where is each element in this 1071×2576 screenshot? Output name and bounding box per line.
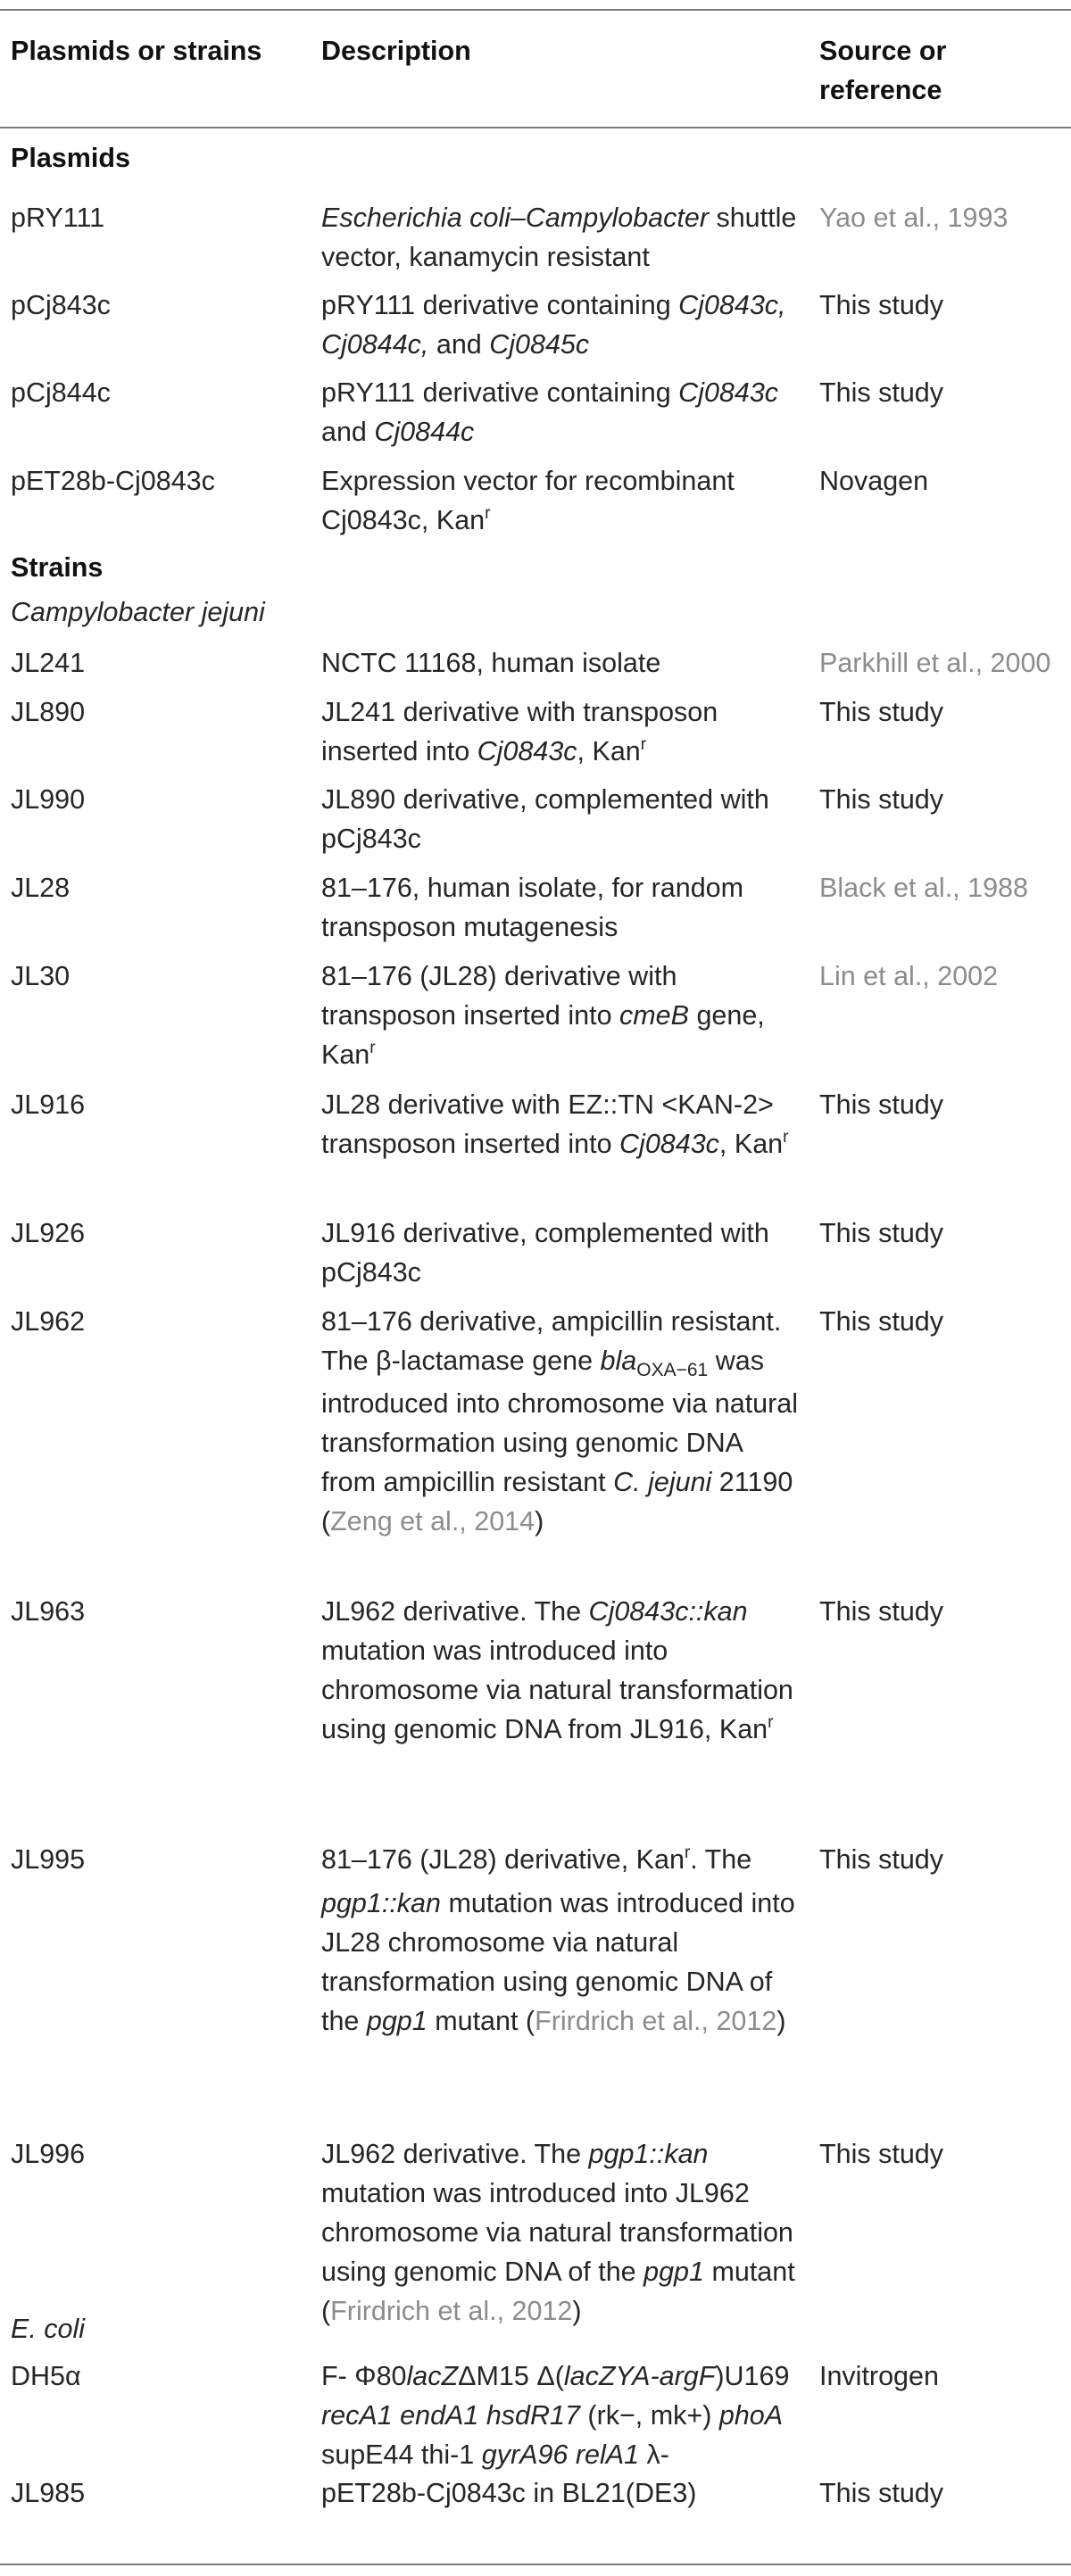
strain-description [321,1302,803,1541]
text-segment: This study [819,1844,943,1875]
text-segment: Cj0844c [374,417,475,447]
reference-link[interactable]: Black et al., 1988 [819,873,1028,903]
text-segment: 81–176 (JL28) derivative, Kan [321,1844,685,1875]
strain-description [321,780,803,858]
superscript: r [485,504,491,523]
strain-name: JL30 [11,961,71,991]
section-title: Strains [11,552,104,583]
strain-description [321,868,803,947]
text-segment: mutant ( [427,2006,536,2036]
strain-name: JL916 [11,1089,86,1120]
text-segment: This study [819,290,943,320]
table-bottom-rule [0,2564,1071,2565]
table-top-rule [0,9,1071,11]
text-segment: 81–176, human isolate, for random transposon mutagenesis [321,873,744,942]
text-segment: NCTC 11168, human isolate [321,648,661,678]
section-title: Plasmids [11,143,130,173]
strain-source [819,2134,1071,2174]
text-segment: ) [535,1506,544,1536]
strain-description [321,2473,803,2513]
text-segment: mutation was introduced into chromosome via natural transformation using genomic DNA from JL916, Kan [321,1636,793,1744]
organism-group-title: E. coli [11,2314,86,2344]
text-segment: 81–176 (JL28) derivative with transposon inserted into [321,961,677,1031]
text-segment: JL962 derivative. The [321,2139,589,2169]
text-segment: JL962 derivative. The [321,1596,589,1627]
strain-name: JL995 [11,1844,86,1875]
strain-description [321,2134,803,2331]
text-segment: mutation was introduced into JL28 chromosome via natural transformation using genomic DNA of the [321,1888,795,2036]
table-header-row [0,31,1071,120]
text-segment: Cj0843c [678,377,779,408]
strain-name: JL990 [11,784,86,815]
strain-source [819,1840,1071,1879]
strain-source [819,286,1071,325]
text-segment: This study [819,1218,943,1248]
text-segment: JL916 derivative, complemented with pCj843c [321,1218,769,1288]
text-segment: JL890 derivative, complemented with pCj843c [321,784,769,854]
table-header-rule [0,127,1071,128]
strain-source [819,1085,1071,1124]
strain-description [321,461,803,544]
strain-name: pCj843c [11,290,111,320]
text-segment: ) [572,2296,582,2326]
text-segment: F- Φ80 [321,2361,407,2391]
strain-name: DH5α [11,2361,81,2391]
strain-source [819,643,1071,683]
text-segment: recA1 endA1 hsdR17 [321,2400,580,2431]
strain-description [321,957,803,1079]
text-segment: λ- [639,2439,669,2470]
strain-name: pET28b-Cj0843c [11,466,215,496]
strain-description [321,643,803,683]
organism-group-title: Campylobacter jejuni [11,597,265,627]
text-segment: ) [776,2006,786,2036]
strain-source [819,461,1071,501]
text-segment: JL241 derivative with transposon inserted into [321,697,718,766]
superscript: r [768,1713,774,1732]
text-segment: lacZYA-argF [563,2361,716,2391]
strain-description [321,1840,803,2041]
text-segment: phoA [718,2400,784,2431]
text-segment: This study [819,1596,943,1627]
text-segment: Cj0843c [619,1129,719,1159]
strain-name: JL996 [11,2139,86,2169]
superscript: r [640,735,647,754]
text-segment: This study [819,377,943,408]
text-segment: This study [819,1089,943,1120]
text-segment: This study [819,1306,943,1337]
strain-name: pCj844c [11,377,111,408]
subscript: OXA−61 [636,1360,709,1380]
text-segment: mutation was introduced into JL962 chromosome via natural transformation using genomic DNA of the [321,2178,793,2287]
text-segment: cmeB [619,1000,689,1031]
reference-link[interactable]: Frirdrich et al., 2012 [330,2296,573,2326]
strain-name: JL963 [11,1596,86,1627]
reference-link[interactable]: Yao et al., 1993 [819,203,1009,233]
text-segment: C. jejuni [613,1467,712,1497]
strain-description [321,1592,803,1753]
text-segment: and [321,417,375,447]
strain-name: pRY111 [11,203,105,233]
reference-link[interactable]: Zeng et al., 2014 [330,1506,536,1536]
text-segment: 21190 ( [321,1467,793,1536]
strain-source [819,957,1071,996]
strain-source [819,1592,1071,1631]
strain-source [819,780,1071,819]
text-segment: bla [600,1346,637,1376]
superscript: r [369,1039,376,1057]
text-segment: , Kan [577,736,641,766]
strain-source [819,373,1071,412]
strain-source [819,2357,1071,2396]
strain-source [819,1213,1071,1253]
reference-link[interactable]: Frirdrich et al., 2012 [535,2006,777,2036]
text-segment: Cj0845c [489,329,590,360]
text-segment: Escherichia coli–Campylobacter [321,203,709,233]
strain-description [321,198,803,277]
strain-description [321,1085,803,1168]
text-segment: and [428,329,490,360]
text-segment: supE44 thi-1 [321,2439,482,2470]
text-segment: This study [819,784,943,815]
text-segment: , Kan [718,1129,784,1159]
strain-source [819,2473,1071,2513]
text-segment: JL28 derivative with EZ::TN <KAN-2> transposon inserted into [321,1089,774,1159]
header-description: Description [321,36,471,66]
strain-source [819,1302,1071,1341]
text-segment: lacZ [406,2361,459,2391]
text-segment: 81–176 derivative, ampicillin resistant. The β-lactamase gene [321,1306,782,1376]
text-segment: pgp1 [366,2006,428,2036]
reference-link[interactable]: Parkhill et al., 2000 [819,648,1051,678]
strain-source [819,868,1071,907]
strain-description [321,692,803,775]
text-segment: gene, Kan [321,1000,765,1070]
text-segment: ΔM15 Δ( [458,2361,564,2391]
header-source-or-reference: Source or reference [819,36,947,105]
text-segment: pgp1::kan [588,2139,709,2169]
text-segment: Invitrogen [819,2361,939,2391]
text-segment: This study [819,2478,943,2508]
text-segment: pRY111 derivative containing [321,377,679,408]
strain-name: JL926 [11,1218,86,1248]
text-segment: shuttle vector, kanamycin resistant [321,203,797,272]
strain-description [321,373,803,451]
text-segment: . The [690,1844,752,1875]
strain-name: JL241 [11,648,86,678]
text-segment: pgp1::kan [321,1888,441,1918]
text-segment: Expression vector for recombinant Cj0843c, Kan [321,466,735,535]
strain-description [321,1213,803,1292]
strain-name: JL985 [11,2478,86,2508]
text-segment: Cj0843c::kan [588,1596,748,1627]
text-segment: Cj0843c, Cj0844c, [321,290,786,360]
text-segment: (rk−, mk+) [579,2400,719,2431]
text-segment: was introduced into chromosome via natural transformation using genomic DNA from ampicillin resistant [321,1346,799,1497]
text-segment: Cj0843c [477,736,577,766]
strain-name: JL962 [11,1306,86,1337]
text-segment: pRY111 derivative containing [321,290,679,320]
superscript: r [684,1843,691,1862]
text-segment: mutant ( [321,2257,795,2326]
strain-source [819,198,1071,237]
text-segment: pgp1 [643,2257,704,2287]
text-segment: gyrA96 relA1 [481,2439,640,2470]
text-segment: Novagen [819,466,929,496]
strain-name: JL890 [11,697,86,727]
text-segment: This study [819,2139,943,2169]
text-segment: pET28b-Cj0843c in BL21(DE3) [321,2478,697,2508]
strain-name: JL28 [11,873,71,903]
text-segment: )U169 [715,2361,790,2391]
text-segment: This study [819,697,943,727]
header-plasmids-or-strains: Plasmids or strains [11,36,262,66]
strain-description [321,286,803,364]
reference-link[interactable]: Lin et al., 2002 [819,961,999,991]
superscript: r [783,1128,789,1147]
strain-table [0,9,1071,2565]
strain-source [819,692,1071,732]
strain-description [321,2357,803,2474]
